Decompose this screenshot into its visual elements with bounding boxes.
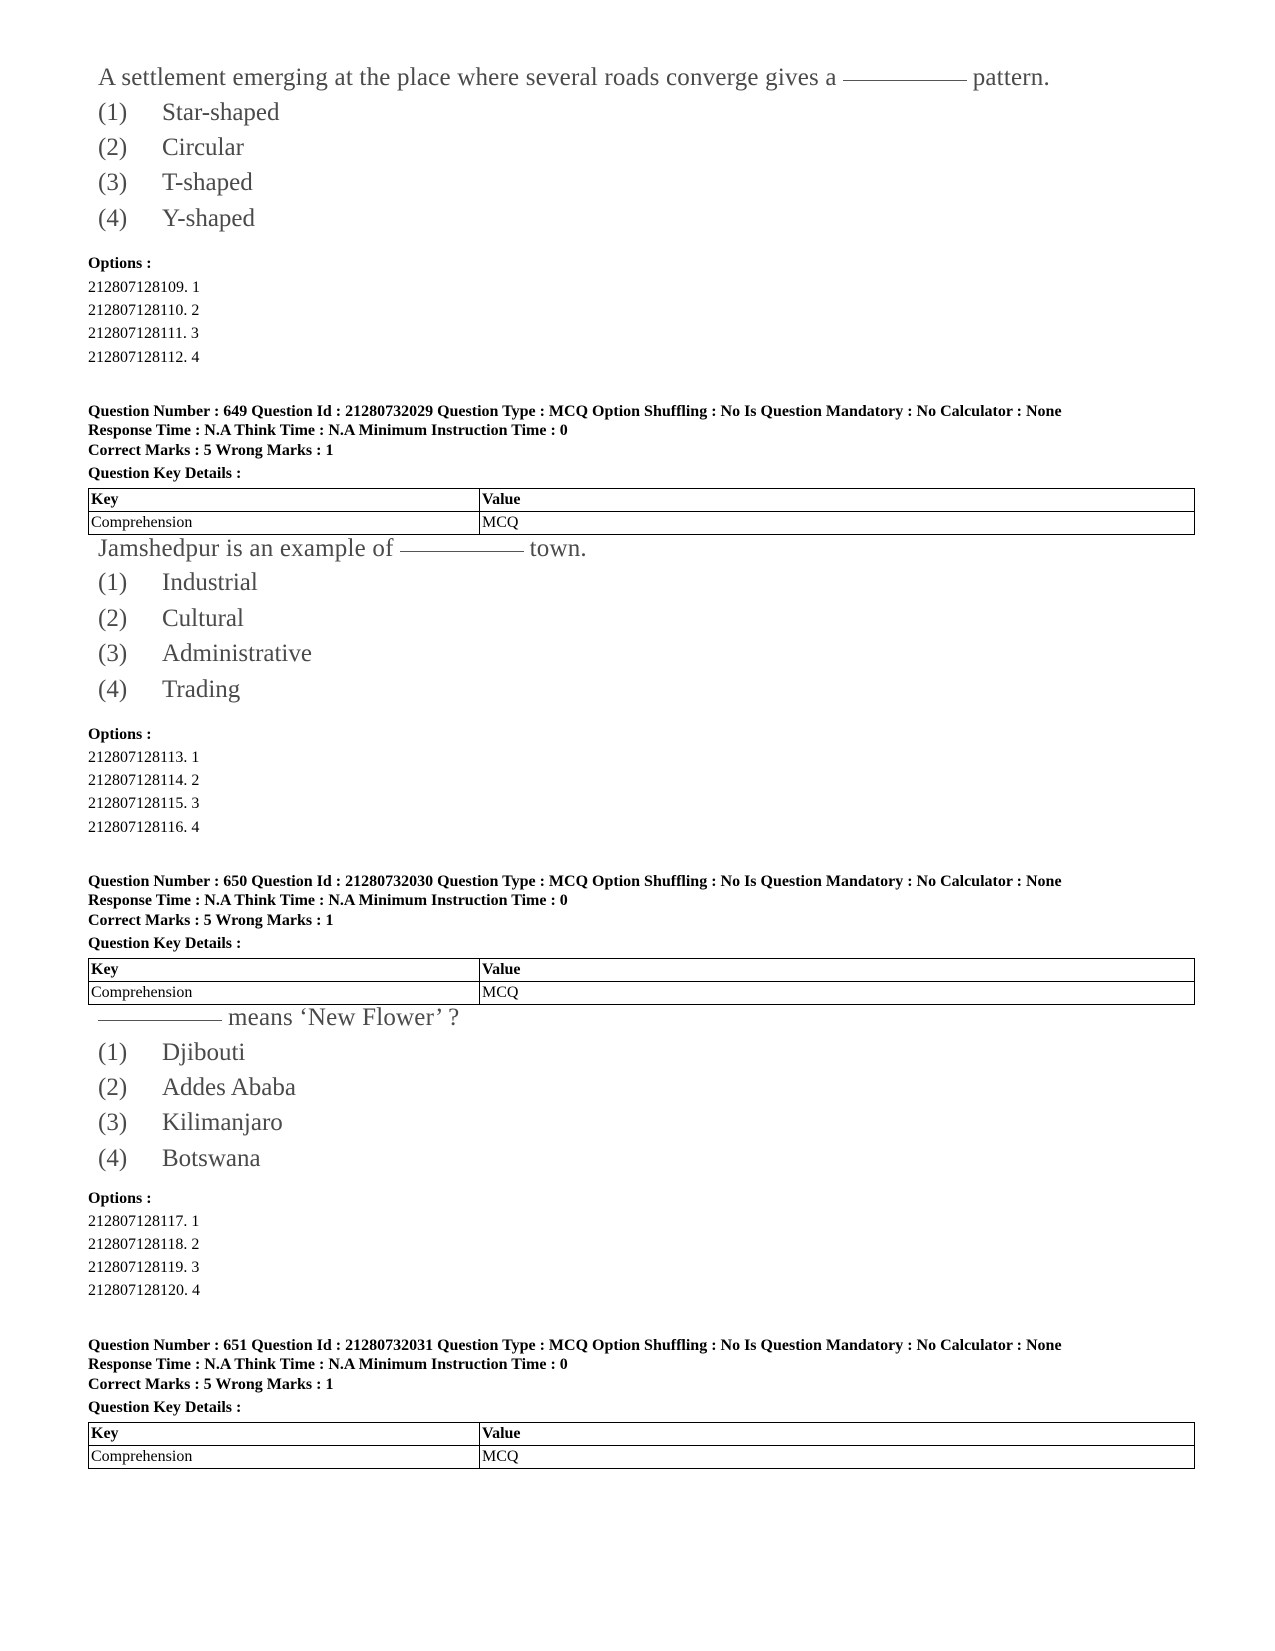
- value-header: Value: [480, 959, 1195, 982]
- question-648-text-after: pattern.: [972, 64, 1050, 91]
- option-row: 212807128117. 1: [88, 1213, 200, 1230]
- question-650-key-table: [88, 958, 1195, 1005]
- question-648-choice-1: (1) Star-shaped: [98, 99, 280, 126]
- table-row: [89, 1446, 1195, 1469]
- question-650-marks: Correct Marks : 5 Wrong Marks : 1: [88, 912, 334, 929]
- question-651-marks: Correct Marks : 5 Wrong Marks : 1: [88, 1376, 334, 1393]
- options-label: Options :: [88, 1190, 152, 1207]
- question-649-meta: Question Number : 649 Question Id : 21280732029 Question Type : MCQ Option Shuffling : No Is Question Mandatory : No Calculator : None Response Time : N.A Think Time : N.A Minimum Instruction Time : 0: [88, 403, 1062, 439]
- question-649-text: [98, 535, 587, 563]
- question-648-text-before: A settlement emerging at the place where several roads converge gives a: [98, 64, 837, 91]
- question-650-text: [98, 1004, 459, 1032]
- question-650-choice-2: (2) Addes Ababa: [98, 1074, 296, 1101]
- question-648-choice-4: (4) Y-shaped: [98, 205, 256, 232]
- question-651-key-table: [88, 1422, 1195, 1469]
- question-650-choice-3: (3) Kilimanjaro: [98, 1109, 283, 1136]
- key-header: Key: [89, 1423, 480, 1446]
- key-details-label: Question Key Details :: [88, 935, 242, 952]
- options-label: Options :: [88, 726, 152, 743]
- value-cell: MCQ: [480, 512, 1195, 535]
- table-row: [89, 982, 1195, 1005]
- question-648-text: [98, 64, 1050, 92]
- question-650-choice-4: (4) Botswana: [98, 1145, 261, 1172]
- answer-blank: [98, 1020, 222, 1021]
- value-header: Value: [480, 489, 1195, 512]
- value-header: Value: [480, 1423, 1195, 1446]
- question-648-choice-3: (3) T-shaped: [98, 169, 253, 196]
- option-row: 212807128115. 3: [88, 795, 200, 812]
- key-header: Key: [89, 959, 480, 982]
- option-row: 212807128119. 3: [88, 1259, 200, 1276]
- option-row: 212807128109. 1: [88, 279, 200, 296]
- question-649-choice-4: (4) Trading: [98, 676, 241, 703]
- option-row: 212807128114. 2: [88, 772, 200, 789]
- key-cell: Comprehension: [89, 982, 480, 1005]
- option-row: 212807128113. 1: [88, 749, 200, 766]
- question-649-choice-3: (3) Administrative: [98, 640, 312, 667]
- question-650-text-after: means ‘New Flower’ ?: [228, 1004, 460, 1031]
- question-649-key-table: [88, 488, 1195, 535]
- key-cell: Comprehension: [89, 1446, 480, 1469]
- key-header: Key: [89, 489, 480, 512]
- key-cell: Comprehension: [89, 512, 480, 535]
- key-details-label: Question Key Details :: [88, 465, 242, 482]
- option-row: 212807128116. 4: [88, 819, 200, 836]
- question-648-choice-2: (2) Circular: [98, 134, 244, 161]
- question-649-text-before: Jamshedpur is an example of: [98, 535, 394, 562]
- value-cell: MCQ: [480, 982, 1195, 1005]
- table-header-row: [89, 489, 1195, 512]
- question-650-choice-1: (1) Djibouti: [98, 1039, 246, 1066]
- options-label: Options :: [88, 255, 152, 272]
- option-row: 212807128118. 2: [88, 1236, 200, 1253]
- question-651-meta: Question Number : 651 Question Id : 21280732031 Question Type : MCQ Option Shuffling : No Is Question Mandatory : No Calculator : None Response Time : N.A Think Time : N.A Minimum Instruction Time : 0: [88, 1337, 1062, 1373]
- value-cell: MCQ: [480, 1446, 1195, 1469]
- question-649-text-after: town.: [529, 535, 587, 562]
- table-header-row: [89, 959, 1195, 982]
- question-649-marks: Correct Marks : 5 Wrong Marks : 1: [88, 442, 334, 459]
- option-row: 212807128112. 4: [88, 349, 200, 366]
- question-649-choice-1: (1) Industrial: [98, 569, 258, 596]
- key-details-label: Question Key Details :: [88, 1399, 242, 1416]
- table-row: [89, 512, 1195, 535]
- table-header-row: [89, 1423, 1195, 1446]
- answer-blank: [400, 551, 524, 552]
- option-row: 212807128111. 3: [88, 325, 199, 342]
- question-649-choice-2: (2) Cultural: [98, 605, 244, 632]
- answer-blank: [843, 80, 967, 81]
- option-row: 212807128110. 2: [88, 302, 200, 319]
- option-row: 212807128120. 4: [88, 1282, 200, 1299]
- question-650-meta: Question Number : 650 Question Id : 21280732030 Question Type : MCQ Option Shuffling : No Is Question Mandatory : No Calculator : None Response Time : N.A Think Time : N.A Minimum Instruction Time : 0: [88, 873, 1062, 909]
